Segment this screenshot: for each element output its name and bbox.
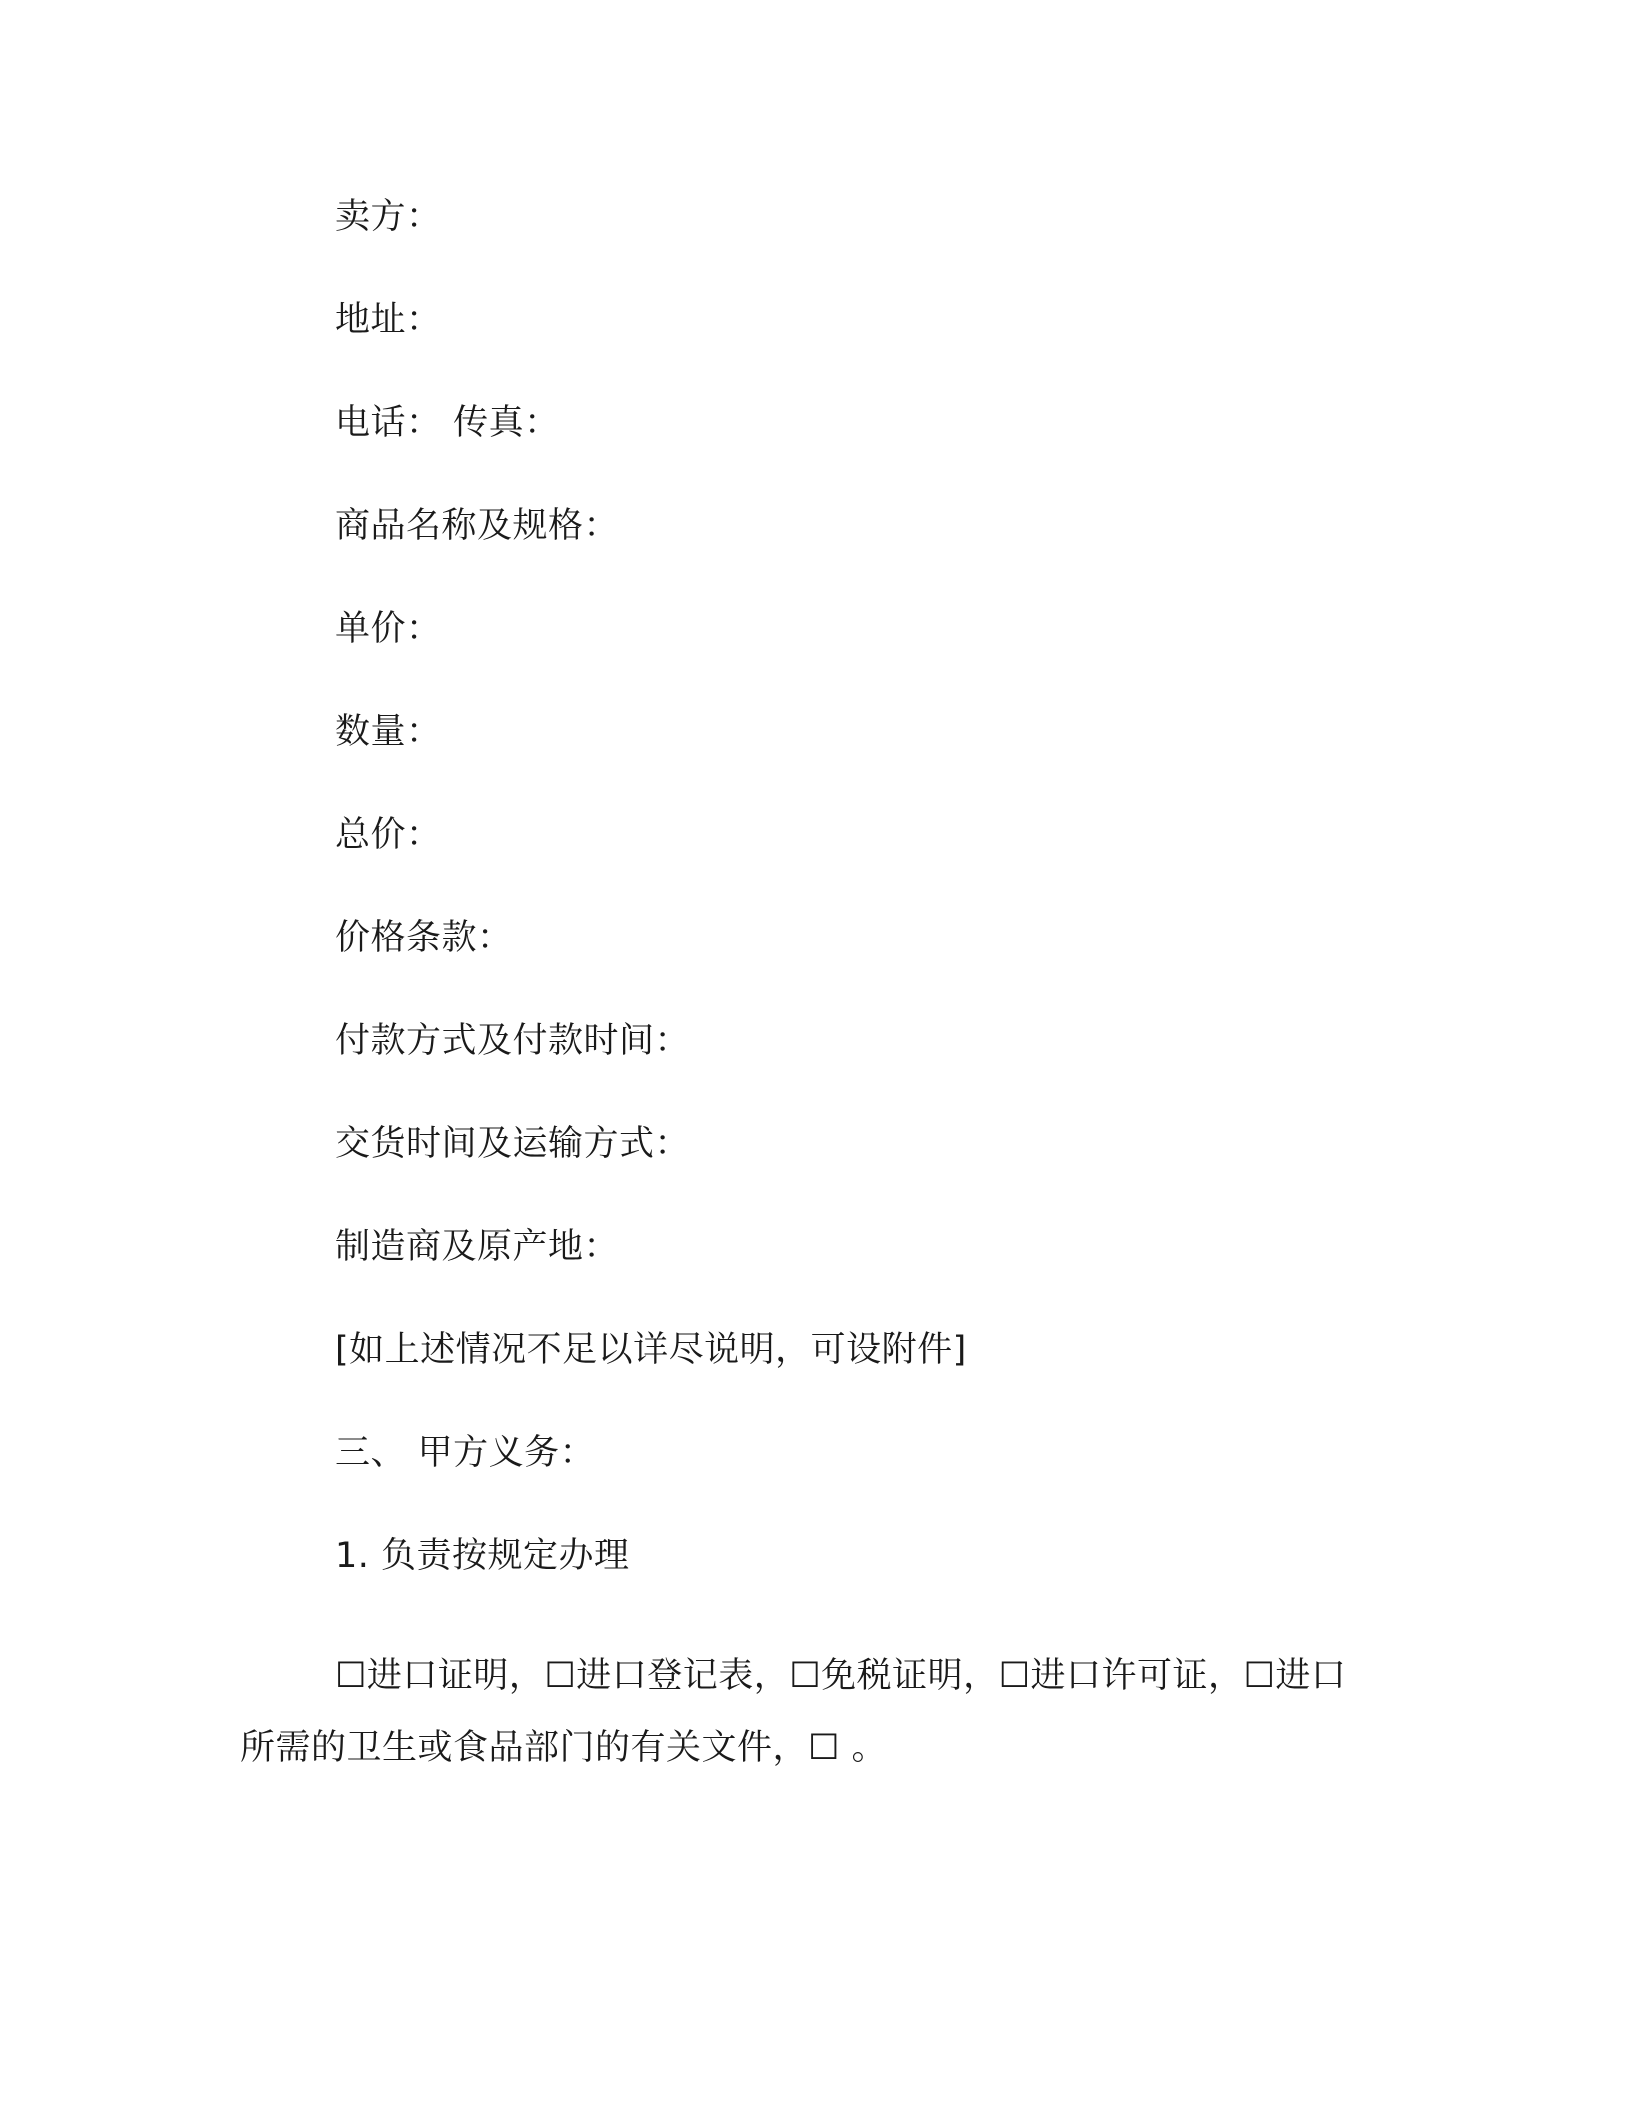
field-product-name-spec: 商品名称及规格： bbox=[335, 506, 620, 546]
list-item-1: 1. 负责按规定办理 bbox=[335, 1536, 630, 1576]
field-unit-price: 单价： bbox=[335, 609, 442, 649]
field-quantity: 数量： bbox=[335, 712, 442, 752]
field-manufacturer-origin: 制造商及原产地： bbox=[335, 1227, 620, 1267]
field-price-terms: 价格条款： bbox=[335, 918, 513, 958]
attachment-note: [如上述情况不足以详尽说明，可设附件] bbox=[335, 1330, 967, 1370]
field-phone-fax: 电话： 传真： bbox=[335, 403, 560, 443]
field-seller: 卖方： bbox=[335, 197, 442, 237]
field-delivery-time-transport: 交货时间及运输方式： bbox=[335, 1124, 691, 1164]
section-heading: 三、 甲方义务： bbox=[335, 1433, 596, 1473]
list-item-1-body: ☐进口证明，☐进口登记表，☐免税证明，☐进口许可证，☐进口所需的卫生或食品部门的有关文件，☐ 。 bbox=[240, 1656, 1347, 1768]
field-total-price: 总价： bbox=[335, 815, 442, 855]
field-address: 地址： bbox=[335, 300, 442, 340]
field-payment-method-time: 付款方式及付款时间： bbox=[335, 1021, 691, 1061]
